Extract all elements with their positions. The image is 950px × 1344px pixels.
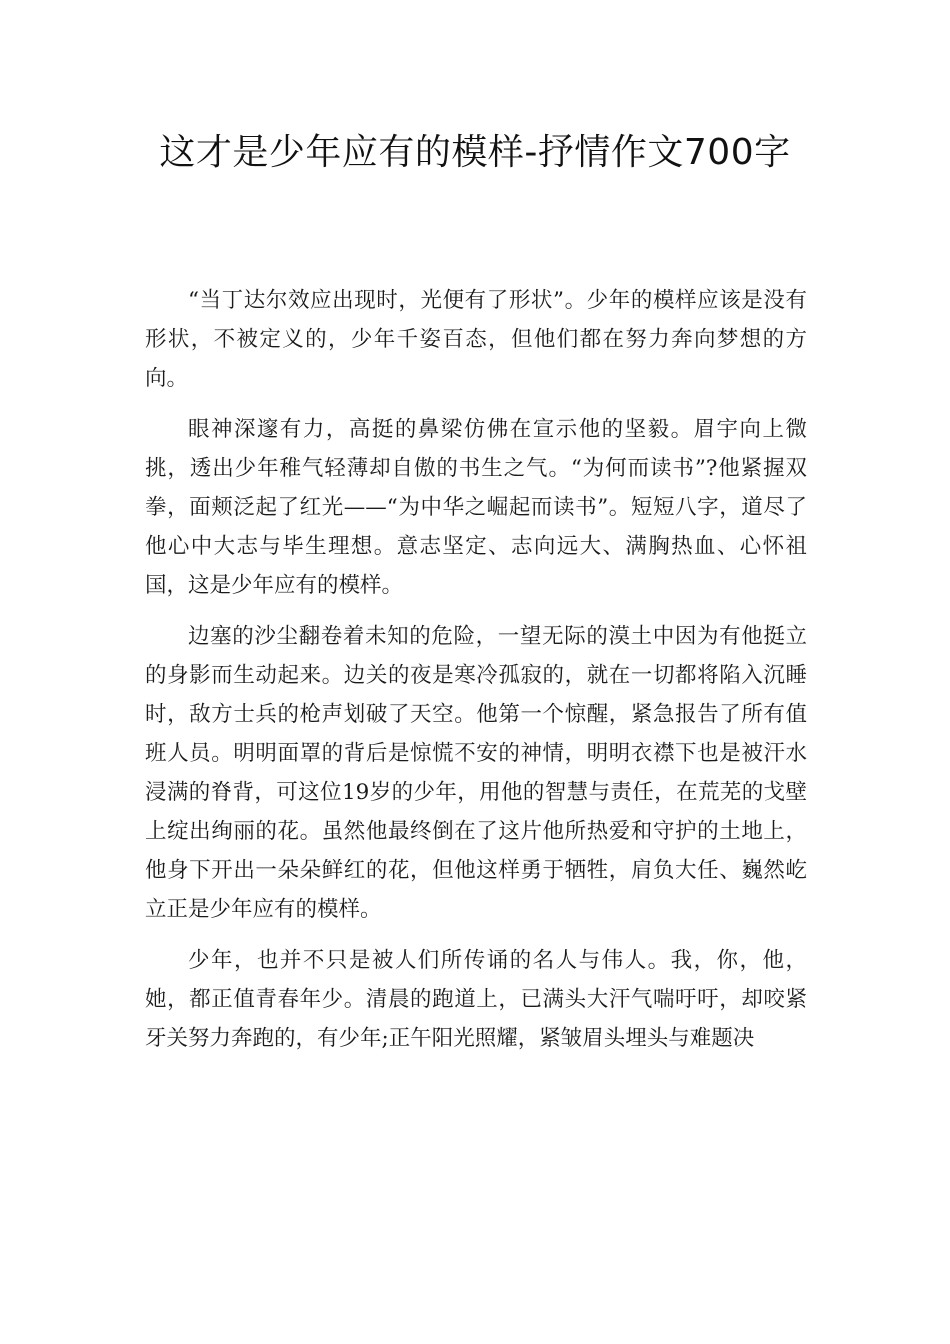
document-title: 这才是少年应有的模样-抒情作文700字 (159, 132, 791, 173)
document-body (145, 281, 807, 1070)
paragraph-1: “当丁达尔效应出现时，光便有了形状”。少年的模样应该是没有形状，不被定义的，少年千姿百态，但他们都在努力奔向梦想的方向。 (145, 288, 807, 391)
paragraph-3: 边塞的沙尘翻卷着未知的危险，一望无际的漠土中因为有他挺立的身影而生动起来。边关的夜是寒冷孤寂的，就在一切都将陷入沉睡时，敌方士兵的枪声划破了天空。他第一个惊醒，紧急报告了所有值班人员。明明面罩的背后是惊慌不安的神情，明明衣襟下也是被汗水浸满的脊背，可这位19岁的少年，用他的智慧与责任，在荒芜的戈壁上绽出绚丽的花。虽然他最终倒在了这片他所热爱和守护的土地上，他身下开出一朵朵鲜红的花，但他这样勇于牺牲，肩负大任、巍然屹立正是少年应有的模样。 (145, 624, 807, 922)
paragraph-4: 少年，也并不只是被人们所传诵的名人与伟人。我，你，他，她，都正值青春年少。清晨的跑道上，已满头大汗气喘吁吁，却咬紧牙关努力奔跑的，有少年;正午阳光照耀，紧皱眉头埋头与难题决 (145, 948, 807, 1051)
paragraph-2: 眼神深邃有力，高挺的鼻梁仿佛在宣示他的坚毅。眉宇向上微挑，透出少年稚气轻薄却自傲的书生之气。“为何而读书”?他紧握双拳，面颊泛起了红光——“为中华之崛起而读书”。短短八字，道尽了他心中大志与毕生理想。意志坚定、志向远大、满胸热血、心怀祖国，这是少年应有的模样。 (145, 417, 807, 598)
